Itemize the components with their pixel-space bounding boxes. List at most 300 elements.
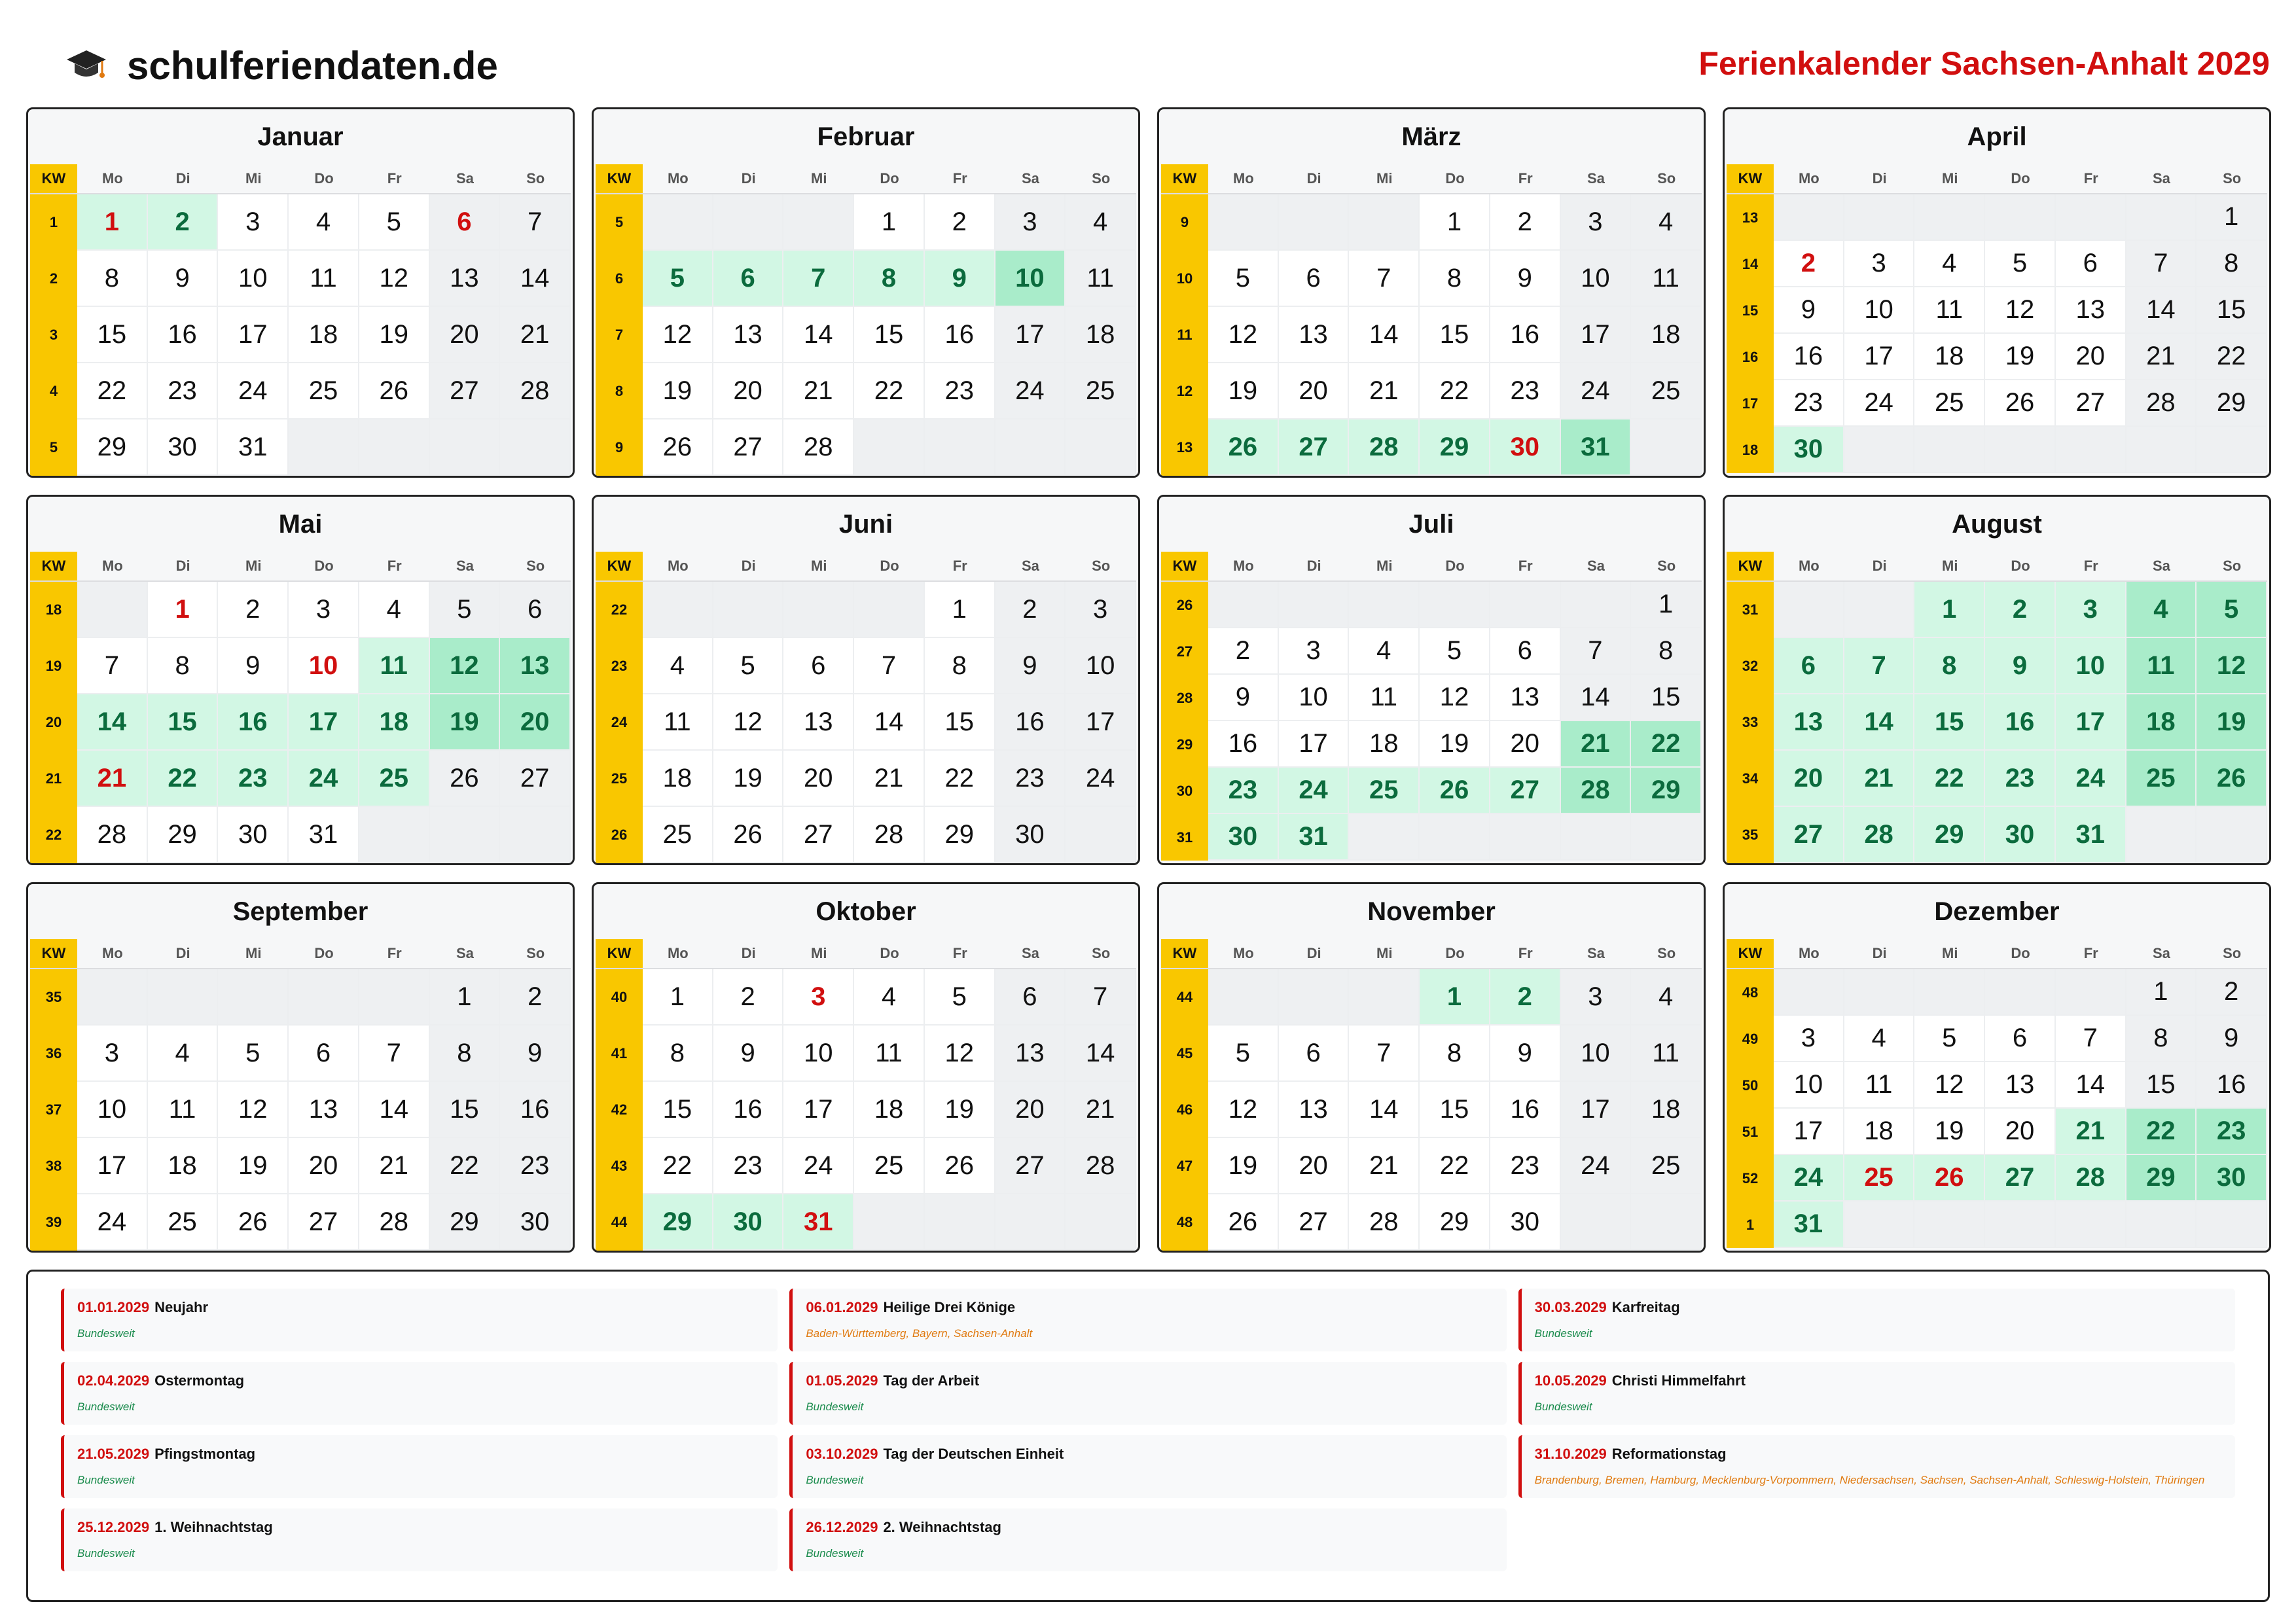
- day-cell[interactable]: 17: [783, 1082, 854, 1138]
- day-cell[interactable]: 9: [925, 251, 996, 307]
- day-cell[interactable]: 10: [996, 251, 1066, 307]
- day-cell[interactable]: 11: [1844, 1062, 1915, 1109]
- day-cell[interactable]: 13: [500, 638, 571, 694]
- day-cell[interactable]: 28: [1349, 419, 1420, 476]
- day-cell[interactable]: 22: [2197, 334, 2267, 380]
- day-cell[interactable]: 20: [1279, 363, 1350, 419]
- day-cell[interactable]: 5: [1420, 628, 1490, 675]
- day-cell[interactable]: 18: [1844, 1109, 1915, 1155]
- day-cell[interactable]: 31: [783, 1194, 854, 1251]
- day-cell[interactable]: 23: [925, 363, 996, 419]
- day-cell[interactable]: 10: [783, 1026, 854, 1082]
- day-cell[interactable]: 8: [2197, 241, 2267, 287]
- day-cell[interactable]: 19: [359, 307, 430, 363]
- day-cell[interactable]: 1: [1631, 582, 1702, 628]
- day-cell[interactable]: 5: [218, 1026, 289, 1082]
- day-cell[interactable]: 15: [430, 1082, 501, 1138]
- day-cell[interactable]: 14: [783, 307, 854, 363]
- day-cell[interactable]: 30: [148, 419, 219, 476]
- day-cell[interactable]: 25: [289, 363, 359, 419]
- day-cell[interactable]: 25: [1066, 363, 1136, 419]
- day-cell[interactable]: 16: [500, 1082, 571, 1138]
- day-cell[interactable]: 14: [500, 251, 571, 307]
- day-cell[interactable]: 25: [1844, 1155, 1915, 1202]
- day-cell[interactable]: 31: [218, 419, 289, 476]
- day-cell[interactable]: 15: [148, 694, 219, 751]
- day-cell[interactable]: 21: [77, 751, 148, 807]
- day-cell[interactable]: 24: [2056, 751, 2126, 807]
- day-cell[interactable]: 26: [1420, 768, 1490, 814]
- day-cell[interactable]: 17: [77, 1138, 148, 1194]
- day-cell[interactable]: 9: [1490, 251, 1561, 307]
- day-cell[interactable]: 29: [430, 1194, 501, 1251]
- day-cell[interactable]: 13: [1490, 675, 1561, 721]
- day-cell[interactable]: 3: [996, 194, 1066, 251]
- day-cell[interactable]: 16: [1490, 307, 1561, 363]
- day-cell[interactable]: 12: [359, 251, 430, 307]
- day-cell[interactable]: 30: [500, 1194, 571, 1251]
- day-cell[interactable]: 24: [783, 1138, 854, 1194]
- day-cell[interactable]: 3: [1561, 194, 1632, 251]
- day-cell[interactable]: 21: [854, 751, 925, 807]
- day-cell[interactable]: 4: [1066, 194, 1136, 251]
- day-cell[interactable]: 5: [2197, 582, 2267, 638]
- day-cell[interactable]: 1: [1420, 194, 1490, 251]
- day-cell[interactable]: 19: [1914, 1109, 1985, 1155]
- day-cell[interactable]: 15: [1914, 694, 1985, 751]
- day-cell[interactable]: 14: [77, 694, 148, 751]
- day-cell[interactable]: 22: [1420, 363, 1490, 419]
- day-cell[interactable]: 7: [77, 638, 148, 694]
- day-cell[interactable]: 19: [1420, 721, 1490, 768]
- day-cell[interactable]: 26: [1914, 1155, 1985, 1202]
- day-cell[interactable]: 16: [2197, 1062, 2267, 1109]
- day-cell[interactable]: 8: [77, 251, 148, 307]
- day-cell[interactable]: 26: [359, 363, 430, 419]
- day-cell[interactable]: 15: [1420, 1082, 1490, 1138]
- day-cell[interactable]: 17: [289, 694, 359, 751]
- day-cell[interactable]: 27: [500, 751, 571, 807]
- day-cell[interactable]: 28: [783, 419, 854, 476]
- day-cell[interactable]: 7: [1844, 638, 1915, 694]
- day-cell[interactable]: 9: [1490, 1026, 1561, 1082]
- day-cell[interactable]: 23: [1208, 768, 1279, 814]
- day-cell[interactable]: 15: [77, 307, 148, 363]
- day-cell[interactable]: 2: [148, 194, 219, 251]
- day-cell[interactable]: 23: [1490, 1138, 1561, 1194]
- day-cell[interactable]: 14: [1561, 675, 1632, 721]
- day-cell[interactable]: 14: [2126, 287, 2197, 334]
- day-cell[interactable]: 13: [430, 251, 501, 307]
- day-cell[interactable]: 8: [925, 638, 996, 694]
- day-cell[interactable]: 20: [996, 1082, 1066, 1138]
- day-cell[interactable]: 1: [430, 969, 501, 1026]
- day-cell[interactable]: 24: [289, 751, 359, 807]
- day-cell[interactable]: 25: [1631, 1138, 1702, 1194]
- day-cell[interactable]: 25: [359, 751, 430, 807]
- day-cell[interactable]: 30: [1208, 814, 1279, 861]
- day-cell[interactable]: 20: [2056, 334, 2126, 380]
- day-cell[interactable]: 2: [2197, 969, 2267, 1016]
- day-cell[interactable]: 24: [1561, 363, 1632, 419]
- day-cell[interactable]: 17: [1279, 721, 1350, 768]
- day-cell[interactable]: 18: [2126, 694, 2197, 751]
- day-cell[interactable]: 7: [2126, 241, 2197, 287]
- day-cell[interactable]: 21: [2056, 1109, 2126, 1155]
- day-cell[interactable]: 17: [996, 307, 1066, 363]
- day-cell[interactable]: 6: [996, 969, 1066, 1026]
- day-cell[interactable]: 11: [1631, 251, 1702, 307]
- day-cell[interactable]: 3: [2056, 582, 2126, 638]
- day-cell[interactable]: 7: [1349, 251, 1420, 307]
- day-cell[interactable]: 4: [2126, 582, 2197, 638]
- day-cell[interactable]: 14: [2056, 1062, 2126, 1109]
- day-cell[interactable]: 8: [1420, 1026, 1490, 1082]
- day-cell[interactable]: 8: [1631, 628, 1702, 675]
- day-cell[interactable]: 28: [77, 807, 148, 863]
- day-cell[interactable]: 11: [1631, 1026, 1702, 1082]
- day-cell[interactable]: 22: [1914, 751, 1985, 807]
- day-cell[interactable]: 29: [643, 1194, 713, 1251]
- day-cell[interactable]: 24: [1279, 768, 1350, 814]
- day-cell[interactable]: 25: [1631, 363, 1702, 419]
- day-cell[interactable]: 27: [783, 807, 854, 863]
- day-cell[interactable]: 22: [2126, 1109, 2197, 1155]
- day-cell[interactable]: 18: [1631, 1082, 1702, 1138]
- day-cell[interactable]: 1: [77, 194, 148, 251]
- day-cell[interactable]: 14: [1844, 694, 1915, 751]
- day-cell[interactable]: 17: [2056, 694, 2126, 751]
- day-cell[interactable]: 29: [925, 807, 996, 863]
- day-cell[interactable]: 5: [430, 582, 501, 638]
- day-cell[interactable]: 9: [713, 1026, 784, 1082]
- day-cell[interactable]: 13: [289, 1082, 359, 1138]
- day-cell[interactable]: 13: [996, 1026, 1066, 1082]
- day-cell[interactable]: 26: [643, 419, 713, 476]
- day-cell[interactable]: 3: [1066, 582, 1136, 638]
- day-cell[interactable]: 29: [1420, 1194, 1490, 1251]
- day-cell[interactable]: 18: [1631, 307, 1702, 363]
- day-cell[interactable]: 25: [148, 1194, 219, 1251]
- day-cell[interactable]: 15: [2197, 287, 2267, 334]
- day-cell[interactable]: 8: [854, 251, 925, 307]
- day-cell[interactable]: 6: [1985, 1016, 2056, 1062]
- day-cell[interactable]: 9: [1774, 287, 1844, 334]
- day-cell[interactable]: 2: [218, 582, 289, 638]
- day-cell[interactable]: 16: [148, 307, 219, 363]
- day-cell[interactable]: 18: [359, 694, 430, 751]
- day-cell[interactable]: 23: [500, 1138, 571, 1194]
- day-cell[interactable]: 12: [1208, 1082, 1279, 1138]
- day-cell[interactable]: 4: [1914, 241, 1985, 287]
- day-cell[interactable]: 17: [1066, 694, 1136, 751]
- day-cell[interactable]: 20: [430, 307, 501, 363]
- day-cell[interactable]: 20: [1279, 1138, 1350, 1194]
- day-cell[interactable]: 19: [218, 1138, 289, 1194]
- day-cell[interactable]: 30: [218, 807, 289, 863]
- day-cell[interactable]: 30: [1490, 419, 1561, 476]
- day-cell[interactable]: 2: [1985, 582, 2056, 638]
- day-cell[interactable]: 17: [1774, 1109, 1844, 1155]
- day-cell[interactable]: 10: [218, 251, 289, 307]
- day-cell[interactable]: 22: [925, 751, 996, 807]
- day-cell[interactable]: 12: [1914, 1062, 1985, 1109]
- day-cell[interactable]: 6: [2056, 241, 2126, 287]
- day-cell[interactable]: 16: [1774, 334, 1844, 380]
- day-cell[interactable]: 18: [854, 1082, 925, 1138]
- day-cell[interactable]: 27: [1774, 807, 1844, 863]
- day-cell[interactable]: 28: [500, 363, 571, 419]
- day-cell[interactable]: 5: [1914, 1016, 1985, 1062]
- day-cell[interactable]: 10: [289, 638, 359, 694]
- day-cell[interactable]: 20: [1774, 751, 1844, 807]
- day-cell[interactable]: 14: [1066, 1026, 1136, 1082]
- day-cell[interactable]: 8: [643, 1026, 713, 1082]
- day-cell[interactable]: 12: [713, 694, 784, 751]
- day-cell[interactable]: 2: [925, 194, 996, 251]
- day-cell[interactable]: 8: [1420, 251, 1490, 307]
- day-cell[interactable]: 14: [359, 1082, 430, 1138]
- day-cell[interactable]: 5: [925, 969, 996, 1026]
- day-cell[interactable]: 1: [854, 194, 925, 251]
- day-cell[interactable]: 10: [1561, 1026, 1632, 1082]
- day-cell[interactable]: 13: [1279, 1082, 1350, 1138]
- day-cell[interactable]: 16: [1985, 694, 2056, 751]
- day-cell[interactable]: 7: [783, 251, 854, 307]
- day-cell[interactable]: 14: [1349, 307, 1420, 363]
- day-cell[interactable]: 10: [77, 1082, 148, 1138]
- day-cell[interactable]: 26: [1208, 1194, 1279, 1251]
- day-cell[interactable]: 22: [1631, 721, 1702, 768]
- day-cell[interactable]: 31: [1774, 1202, 1844, 1248]
- day-cell[interactable]: 22: [148, 751, 219, 807]
- day-cell[interactable]: 12: [1420, 675, 1490, 721]
- day-cell[interactable]: 22: [854, 363, 925, 419]
- day-cell[interactable]: 5: [713, 638, 784, 694]
- day-cell[interactable]: 29: [2126, 1155, 2197, 1202]
- day-cell[interactable]: 12: [1985, 287, 2056, 334]
- day-cell[interactable]: 31: [289, 807, 359, 863]
- day-cell[interactable]: 12: [430, 638, 501, 694]
- day-cell[interactable]: 3: [218, 194, 289, 251]
- day-cell[interactable]: 28: [1561, 768, 1632, 814]
- day-cell[interactable]: 8: [2126, 1016, 2197, 1062]
- day-cell[interactable]: 16: [1208, 721, 1279, 768]
- day-cell[interactable]: 12: [2197, 638, 2267, 694]
- day-cell[interactable]: 21: [1066, 1082, 1136, 1138]
- day-cell[interactable]: 27: [2056, 380, 2126, 427]
- day-cell[interactable]: 7: [359, 1026, 430, 1082]
- day-cell[interactable]: 26: [925, 1138, 996, 1194]
- day-cell[interactable]: 1: [1914, 582, 1985, 638]
- day-cell[interactable]: 4: [1631, 194, 1702, 251]
- day-cell[interactable]: 7: [1561, 628, 1632, 675]
- day-cell[interactable]: 19: [2197, 694, 2267, 751]
- day-cell[interactable]: 14: [1349, 1082, 1420, 1138]
- day-cell[interactable]: 2: [1490, 194, 1561, 251]
- day-cell[interactable]: 22: [1420, 1138, 1490, 1194]
- day-cell[interactable]: 29: [1420, 419, 1490, 476]
- day-cell[interactable]: 23: [1985, 751, 2056, 807]
- day-cell[interactable]: 13: [1279, 307, 1350, 363]
- day-cell[interactable]: 24: [1774, 1155, 1844, 1202]
- day-cell[interactable]: 27: [430, 363, 501, 419]
- day-cell[interactable]: 9: [148, 251, 219, 307]
- day-cell[interactable]: 21: [359, 1138, 430, 1194]
- day-cell[interactable]: 4: [854, 969, 925, 1026]
- day-cell[interactable]: 1: [925, 582, 996, 638]
- day-cell[interactable]: 17: [218, 307, 289, 363]
- day-cell[interactable]: 18: [643, 751, 713, 807]
- day-cell[interactable]: 3: [1561, 969, 1632, 1026]
- day-cell[interactable]: 21: [2126, 334, 2197, 380]
- day-cell[interactable]: 6: [289, 1026, 359, 1082]
- day-cell[interactable]: 18: [289, 307, 359, 363]
- day-cell[interactable]: 30: [1490, 1194, 1561, 1251]
- day-cell[interactable]: 12: [218, 1082, 289, 1138]
- day-cell[interactable]: 19: [430, 694, 501, 751]
- day-cell[interactable]: 29: [1914, 807, 1985, 863]
- day-cell[interactable]: 29: [148, 807, 219, 863]
- day-cell[interactable]: 11: [1914, 287, 1985, 334]
- day-cell[interactable]: 13: [713, 307, 784, 363]
- day-cell[interactable]: 28: [2126, 380, 2197, 427]
- day-cell[interactable]: 6: [1279, 1026, 1350, 1082]
- day-cell[interactable]: 2: [996, 582, 1066, 638]
- day-cell[interactable]: 18: [148, 1138, 219, 1194]
- day-cell[interactable]: 26: [713, 807, 784, 863]
- day-cell[interactable]: 22: [643, 1138, 713, 1194]
- day-cell[interactable]: 7: [2056, 1016, 2126, 1062]
- day-cell[interactable]: 21: [500, 307, 571, 363]
- day-cell[interactable]: 11: [2126, 638, 2197, 694]
- day-cell[interactable]: 17: [1561, 307, 1632, 363]
- day-cell[interactable]: 4: [289, 194, 359, 251]
- day-cell[interactable]: 28: [1066, 1138, 1136, 1194]
- day-cell[interactable]: 25: [854, 1138, 925, 1194]
- day-cell[interactable]: 29: [77, 419, 148, 476]
- day-cell[interactable]: 6: [1279, 251, 1350, 307]
- day-cell[interactable]: 9: [996, 638, 1066, 694]
- day-cell[interactable]: 20: [1985, 1109, 2056, 1155]
- day-cell[interactable]: 26: [1208, 419, 1279, 476]
- day-cell[interactable]: 23: [1490, 363, 1561, 419]
- day-cell[interactable]: 27: [996, 1138, 1066, 1194]
- day-cell[interactable]: 5: [643, 251, 713, 307]
- day-cell[interactable]: 21: [1561, 721, 1632, 768]
- day-cell[interactable]: 21: [1349, 1138, 1420, 1194]
- day-cell[interactable]: 6: [783, 638, 854, 694]
- day-cell[interactable]: 18: [1914, 334, 1985, 380]
- day-cell[interactable]: 6: [500, 582, 571, 638]
- day-cell[interactable]: 19: [713, 751, 784, 807]
- day-cell[interactable]: 17: [1844, 334, 1915, 380]
- day-cell[interactable]: 4: [359, 582, 430, 638]
- day-cell[interactable]: 12: [925, 1026, 996, 1082]
- day-cell[interactable]: 26: [218, 1194, 289, 1251]
- day-cell[interactable]: 17: [1561, 1082, 1632, 1138]
- day-cell[interactable]: 15: [643, 1082, 713, 1138]
- day-cell[interactable]: 23: [1774, 380, 1844, 427]
- day-cell[interactable]: 24: [218, 363, 289, 419]
- day-cell[interactable]: 30: [1985, 807, 2056, 863]
- day-cell[interactable]: 9: [2197, 1016, 2267, 1062]
- day-cell[interactable]: 6: [1490, 628, 1561, 675]
- day-cell[interactable]: 9: [218, 638, 289, 694]
- day-cell[interactable]: 27: [1279, 419, 1350, 476]
- day-cell[interactable]: 20: [1490, 721, 1561, 768]
- day-cell[interactable]: 21: [1349, 363, 1420, 419]
- day-cell[interactable]: 23: [996, 751, 1066, 807]
- day-cell[interactable]: 10: [1844, 287, 1915, 334]
- day-cell[interactable]: 15: [925, 694, 996, 751]
- day-cell[interactable]: 16: [925, 307, 996, 363]
- day-cell[interactable]: 26: [430, 751, 501, 807]
- day-cell[interactable]: 11: [643, 694, 713, 751]
- day-cell[interactable]: 19: [1208, 1138, 1279, 1194]
- day-cell[interactable]: 25: [1914, 380, 1985, 427]
- day-cell[interactable]: 26: [2197, 751, 2267, 807]
- day-cell[interactable]: 7: [1349, 1026, 1420, 1082]
- day-cell[interactable]: 2: [713, 969, 784, 1026]
- day-cell[interactable]: 30: [1774, 427, 1844, 473]
- day-cell[interactable]: 14: [854, 694, 925, 751]
- day-cell[interactable]: 21: [1844, 751, 1915, 807]
- day-cell[interactable]: 13: [783, 694, 854, 751]
- day-cell[interactable]: 27: [289, 1194, 359, 1251]
- day-cell[interactable]: 3: [1279, 628, 1350, 675]
- day-cell[interactable]: 1: [1420, 969, 1490, 1026]
- day-cell[interactable]: 15: [1631, 675, 1702, 721]
- day-cell[interactable]: 25: [2126, 751, 2197, 807]
- day-cell[interactable]: 1: [643, 969, 713, 1026]
- day-cell[interactable]: 20: [713, 363, 784, 419]
- day-cell[interactable]: 20: [783, 751, 854, 807]
- day-cell[interactable]: 19: [643, 363, 713, 419]
- day-cell[interactable]: 20: [289, 1138, 359, 1194]
- day-cell[interactable]: 16: [218, 694, 289, 751]
- day-cell[interactable]: 6: [1774, 638, 1844, 694]
- day-cell[interactable]: 9: [1208, 675, 1279, 721]
- day-cell[interactable]: 13: [1774, 694, 1844, 751]
- day-cell[interactable]: 3: [1774, 1016, 1844, 1062]
- day-cell[interactable]: 23: [2197, 1109, 2267, 1155]
- day-cell[interactable]: 24: [996, 363, 1066, 419]
- day-cell[interactable]: 9: [1985, 638, 2056, 694]
- day-cell[interactable]: 12: [643, 307, 713, 363]
- day-cell[interactable]: 29: [2197, 380, 2267, 427]
- day-cell[interactable]: 28: [359, 1194, 430, 1251]
- day-cell[interactable]: 4: [148, 1026, 219, 1082]
- day-cell[interactable]: 15: [854, 307, 925, 363]
- day-cell[interactable]: 10: [1066, 638, 1136, 694]
- day-cell[interactable]: 27: [1279, 1194, 1350, 1251]
- day-cell[interactable]: 24: [1066, 751, 1136, 807]
- day-cell[interactable]: 11: [854, 1026, 925, 1082]
- day-cell[interactable]: 5: [359, 194, 430, 251]
- day-cell[interactable]: 11: [359, 638, 430, 694]
- day-cell[interactable]: 5: [1208, 251, 1279, 307]
- day-cell[interactable]: 31: [2056, 807, 2126, 863]
- day-cell[interactable]: 24: [77, 1194, 148, 1251]
- day-cell[interactable]: 31: [1279, 814, 1350, 861]
- day-cell[interactable]: 27: [713, 419, 784, 476]
- day-cell[interactable]: 6: [430, 194, 501, 251]
- day-cell[interactable]: 8: [1914, 638, 1985, 694]
- day-cell[interactable]: 23: [713, 1138, 784, 1194]
- day-cell[interactable]: 2: [1774, 241, 1844, 287]
- day-cell[interactable]: 11: [1349, 675, 1420, 721]
